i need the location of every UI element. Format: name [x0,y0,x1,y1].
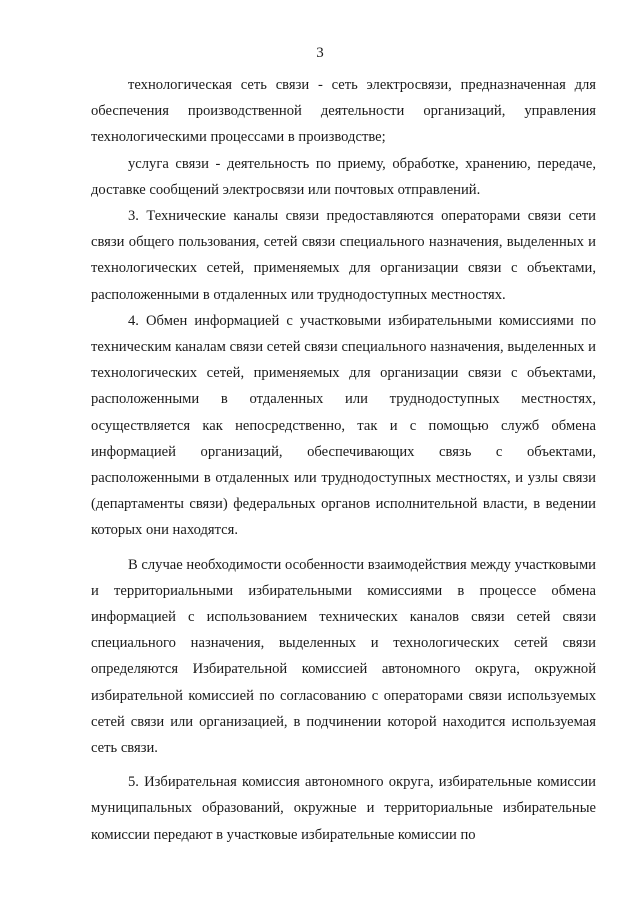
paragraph-technological-network-definition: технологическая сеть связи - сеть электросвязи, предназначенная для обеспечения производственной деятельности организаций, управления технологическими процессами в производстве; [91,77,596,146]
paragraph-item-3: 3. Технические каналы связи предоставляются операторами связи сети связи общего пользования, сетей связи специального назначения, выделенных и технологических сетей, применяемых для организации связи с объектами, расположенными в отдаленных или труднодоступных местностях. [91,208,596,303]
document-body [91,72,596,848]
paragraph-interaction-specifics: В случае необходимости особенности взаимодействия между участковыми и территориальными избирательными комиссиями в процессе обмена информацией с использованием технических каналов связи сетей связи специального назначения, выделенных и технологических сетей связи определяются Избирательной комиссией автономного округа, окружной избирательной комиссией по согласованию с операторами связи используемых сетей связи или организацией, в подчинении которой находится используемая сеть связи. [91,556,596,757]
paragraph-item-4: 4. Обмен информацией с участковыми избирательными комиссиями по техническим каналам связи сетей связи специального назначения, выделенных и технологических сетей, применяемых для организации связи с объектами, расположенными в отдаленных или труднодоступных местностях, осуществляется как непосредственно, так и с помощью служб обмена информацией организаций, обеспечивающих связь с объектами, расположенными в отдаленных или труднодоступных местностях, и узлы связи (департаменты связи) федеральных органов исполнительной власти, в ведении которых они находятся. [91,312,596,539]
page-number: 3 [316,45,324,61]
paragraph-communication-service-definition: услуга связи - деятельность по приему, обработке, хранению, передаче, доставке сообщений электросвязи или почтовых отправлений. [91,155,596,198]
paragraph-item-5: 5. Избирательная комиссия автономного округа, избирательные комиссии муниципальных образований, окружные и территориальные избирательные комиссии передают в участковые избирательные комиссии по [91,774,596,843]
